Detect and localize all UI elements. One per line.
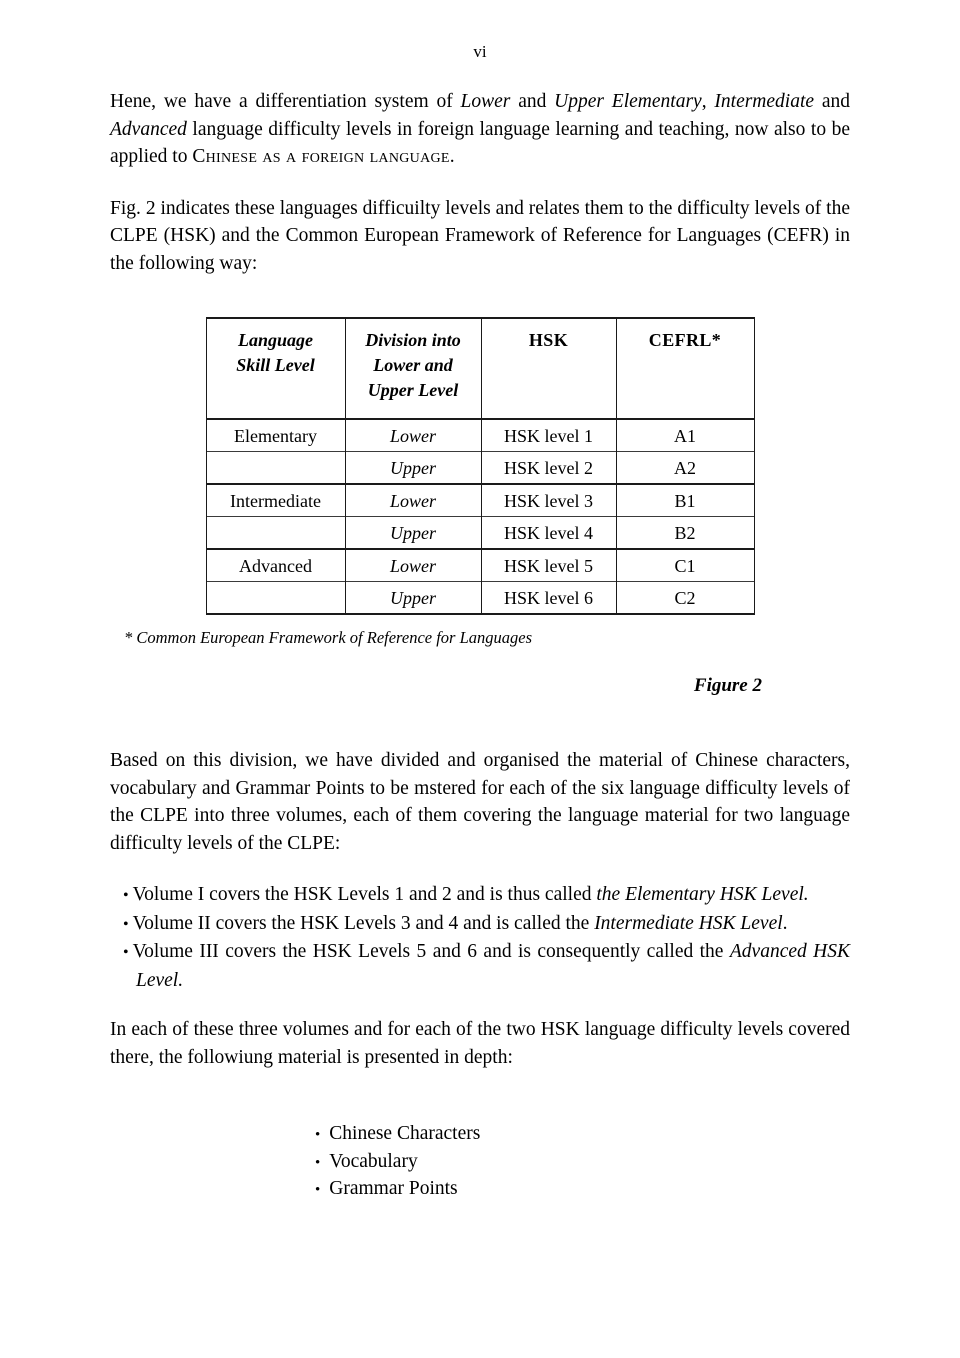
cell-division: Upper <box>345 517 481 550</box>
list-item <box>123 910 850 939</box>
paragraph-text-run: , <box>701 91 715 112</box>
table-footnote: * Common European Framework of Reference for Languages <box>124 628 533 647</box>
cell-division: Upper <box>345 452 481 485</box>
list-item-emphasis: Advanced HSK Level. <box>136 941 850 991</box>
table-row <box>206 582 754 615</box>
list-item-text: Volume II covers the HSK Levels 3 and 4 and is called the <box>132 912 595 934</box>
vertical-spacer <box>110 1071 850 1121</box>
cell-skill-level: Intermediate <box>206 484 345 517</box>
emphasis-intermediate: Intermediate <box>714 91 815 112</box>
list-item-text: Volume I covers the HSK Levels 1 and 2 and is thus called <box>132 884 597 905</box>
page-number: vi <box>473 42 487 61</box>
volume-list <box>110 881 850 994</box>
cell-division: Lower <box>345 419 481 452</box>
header-line: Division into <box>365 330 461 350</box>
cell-division: Lower <box>345 549 481 582</box>
table-body <box>206 419 754 614</box>
emphasis-upper-elementary: Upper Elementary <box>554 91 702 112</box>
list-item <box>315 1176 575 1204</box>
list-item-text: Grammar Points <box>329 1178 458 1199</box>
paragraph-intro-differentiation <box>110 88 850 171</box>
cell-hsk: HSK level 3 <box>481 484 616 517</box>
list-item-emphasis: the Elementary HSK Level. <box>596 884 809 905</box>
list-item-text: Volume III covers the HSK Levels 5 and 6 and is consequently called the <box>132 941 730 962</box>
list-item <box>315 1149 575 1177</box>
page-content <box>110 88 850 1204</box>
bullet-icon: • <box>315 1182 321 1198</box>
cell-division: Lower <box>345 484 481 517</box>
table-row <box>206 452 754 485</box>
bullet-icon: • <box>123 915 129 933</box>
figure-2-block <box>110 317 850 697</box>
table-row <box>206 517 754 550</box>
bullet-icon: • <box>123 887 129 904</box>
list-item <box>315 1121 575 1149</box>
paragraph-text-run: Hene, we have a differentiation system of <box>110 91 461 112</box>
header-line: Skill Level <box>236 355 315 375</box>
list-item-text: Chinese Characters <box>329 1123 481 1144</box>
bullet-icon: • <box>315 1154 321 1171</box>
header-line: Upper Level <box>367 380 459 400</box>
cell-cefrl: B1 <box>616 484 754 517</box>
cell-hsk: HSK level 5 <box>481 549 616 582</box>
list-item <box>123 881 850 910</box>
cell-division: Upper <box>345 582 481 615</box>
table-row <box>206 484 754 517</box>
cell-skill-level: Advanced <box>206 549 345 582</box>
cell-hsk: HSK level 1 <box>481 419 616 452</box>
column-header-division <box>345 318 481 419</box>
list-item-text: Vocabulary <box>329 1150 418 1172</box>
column-header-hsk: HSK <box>481 318 616 419</box>
paragraph-figure-reference: Fig. 2 indicates these languages difficuilty levels and relates them to the difficulty levels of the CLPE (HSK) and the Common European Framework of Reference for Languages (CEFR) in the following way: <box>110 197 850 274</box>
header-line: Lower and <box>373 355 453 375</box>
cell-skill-level <box>206 517 345 550</box>
emphasis-advanced: Advanced <box>110 118 187 140</box>
table-row <box>206 549 754 582</box>
smallcaps-chinese-as-a-foreign-language: Chinese as a foreign language <box>192 146 450 167</box>
cell-hsk: HSK level 2 <box>481 452 616 485</box>
language-level-table <box>206 317 755 615</box>
list-item-text: . <box>782 912 788 934</box>
paragraph-text-run: and <box>814 91 851 112</box>
bullet-icon: • <box>315 1127 321 1143</box>
cell-hsk: HSK level 6 <box>481 582 616 615</box>
cell-skill-level: Elementary <box>206 419 345 452</box>
cell-hsk: HSK level 4 <box>481 517 616 550</box>
cell-skill-level <box>206 452 345 485</box>
cell-skill-level <box>206 582 345 615</box>
cell-cefrl: A1 <box>616 419 754 452</box>
cell-cefrl: C2 <box>616 582 754 615</box>
emphasis-lower: Lower <box>460 91 511 112</box>
paragraph-closing: In each of these three volumes and for each of the two HSK language difficulty levels covered there, the followiung material is presented in depth: <box>110 1019 850 1068</box>
column-header-language-skill-level <box>206 318 345 419</box>
paragraph-volume-organisation: Based on this division, we have divided and organised the material of Chinese characters, vocabulary and Grammar Points to be mstered for each of the six language difficulty levels of the CLPE into three volumes, each of them covering the language material for two language difficulty levels of the CLPE: <box>110 750 850 854</box>
material-list <box>315 1121 575 1204</box>
cell-cefrl: C1 <box>616 549 754 582</box>
cell-cefrl: B2 <box>616 517 754 550</box>
bullet-icon: • <box>123 944 129 961</box>
vertical-spacer <box>110 697 850 747</box>
table-row <box>206 419 754 452</box>
cell-cefrl: A2 <box>616 452 754 485</box>
paragraph-text-run: language difficulty levels in foreign language learning and teaching, now also to be applied to <box>110 118 850 167</box>
list-item-emphasis: Intermediate HSK Level <box>594 912 783 934</box>
header-line: Language <box>237 330 313 350</box>
paragraph-text-run: . <box>449 146 455 167</box>
table-header-row <box>206 318 754 419</box>
list-item <box>123 938 850 994</box>
column-header-cefrl: CEFRL* <box>616 318 754 419</box>
paragraph-text-run: and <box>510 91 555 112</box>
figure-caption: Figure 2 <box>693 675 762 696</box>
